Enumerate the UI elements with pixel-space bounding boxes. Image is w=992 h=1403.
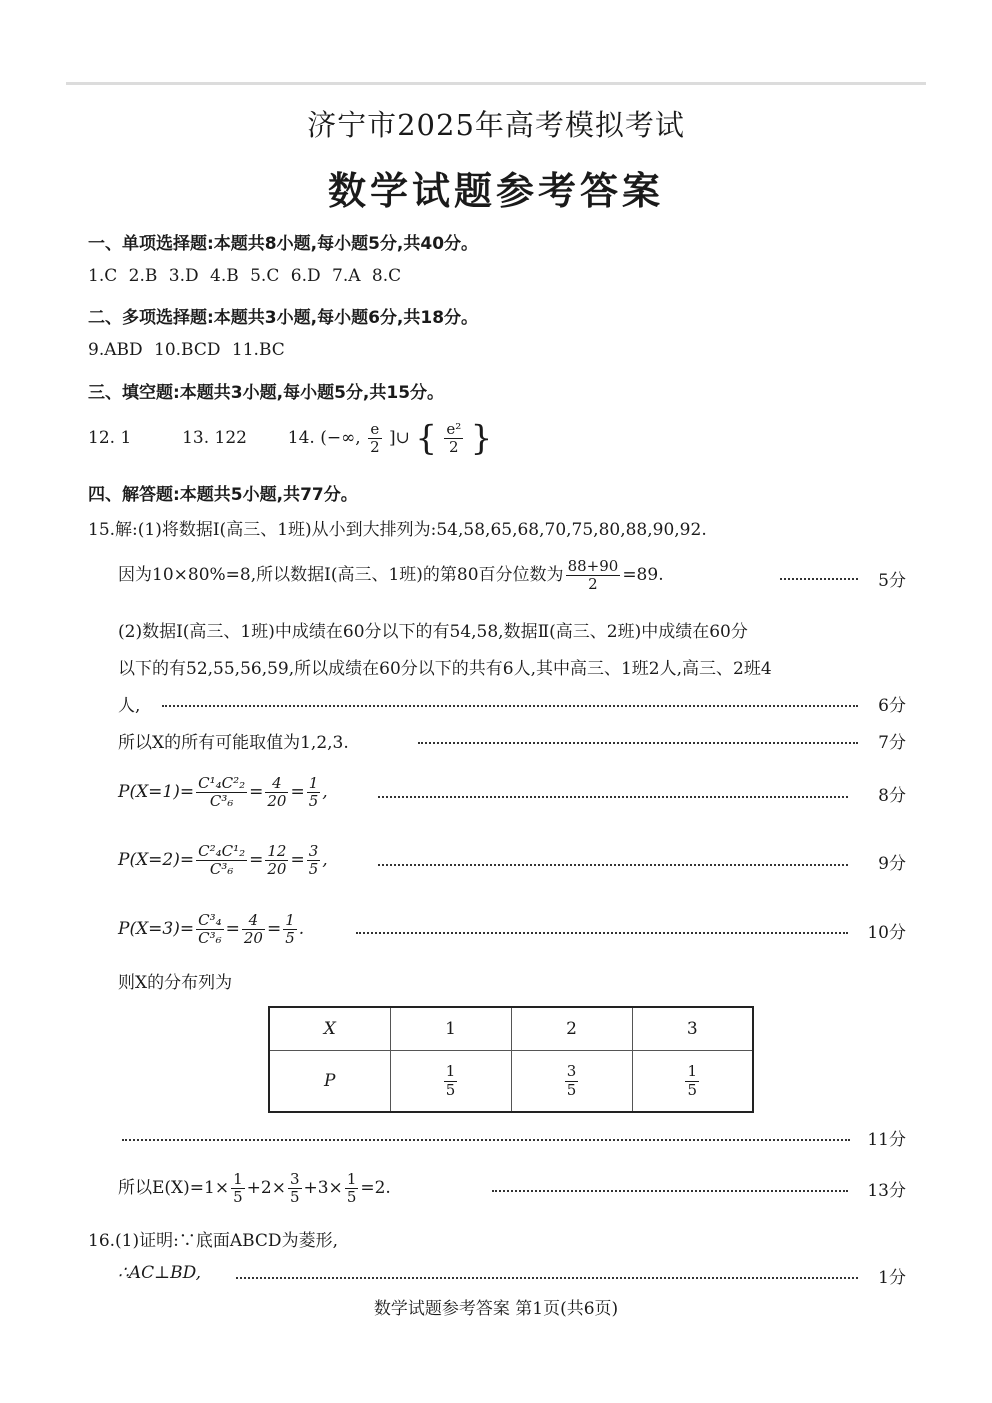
table-cell: $\frac{3}{5}$ xyxy=(511,1051,632,1113)
q16-line2: ∴AC⊥BD, xyxy=(118,1263,202,1283)
answer-13: 13. 122 xyxy=(182,428,247,448)
table-row xyxy=(269,1007,753,1051)
table-cell: 2 xyxy=(511,1007,632,1051)
score-5: 5分 xyxy=(878,571,906,591)
leader-dots xyxy=(162,705,858,707)
score-7: 7分 xyxy=(878,733,906,753)
leader-dots xyxy=(356,932,848,934)
answer-12: 12. 1 xyxy=(88,428,132,448)
leader-dots xyxy=(378,864,848,866)
score-10: 10分 xyxy=(867,923,906,943)
table-row xyxy=(269,1051,753,1113)
fraction-percentile: $\frac{88+90}{2}$ xyxy=(567,556,619,593)
exam-title: 济宁市2025年高考模拟考试 xyxy=(307,108,685,142)
score-8: 8分 xyxy=(878,786,906,806)
section3-answers xyxy=(88,416,492,460)
section3-heading: 三、填空题:本题共3小题,每小题5分,共15分。 xyxy=(88,383,445,403)
section2-answers: 9.ABD 10.BCD 11.BC xyxy=(88,340,285,360)
section4-heading: 四、解答题:本题共5小题,共77分。 xyxy=(88,485,358,505)
score-1: 1分 xyxy=(878,1268,906,1288)
score-11: 11分 xyxy=(867,1130,906,1150)
prob-x3: P(X=3)= $\frac{\text{C³₄}}{\text{C³₆}}$ = $\frac{4}{20}$ = $\frac{1}{5}$ . xyxy=(118,910,305,947)
table-cell: X xyxy=(269,1007,390,1051)
distribution-table xyxy=(268,1006,754,1113)
section2-heading: 二、多项选择题:本题共3小题,每小题6分,共18分。 xyxy=(88,308,479,328)
q15-line3: (2)数据Ⅰ(高三、1班)中成绩在60分以下的有54,58,数据Ⅱ(高三、2班)中成绩在60分 xyxy=(118,622,748,642)
q15-percentile-line: 因为10×80%=8,所以数据Ⅰ(高三、1班)的第80百分位数为 $\frac{88+90}{2}$ =89. xyxy=(118,556,664,593)
q15-line1: 15.解:(1)将数据Ⅰ(高三、1班)从小到大排列为:54,58,65,68,70,75,80,88,90,92. xyxy=(88,520,707,540)
score-13: 13分 xyxy=(867,1181,906,1201)
q15-line4: 以下的有52,55,56,59,所以成绩在60分以下的共有6人,其中高三、1班2人,高三、2班4 xyxy=(118,659,772,679)
page-footer: 数学试题参考答案 第1页(共6页) xyxy=(373,1299,619,1319)
section1-heading: 一、单项选择题:本题共8小题,每小题5分,共40分。 xyxy=(88,234,479,254)
leader-dots xyxy=(122,1139,850,1141)
answer-14: 14. (−∞, $\frac{e}{2}$ ]∪ { $\frac{\text{e²}}{2}$ } xyxy=(287,418,493,459)
table-cell: $\frac{1}{5}$ xyxy=(632,1051,753,1113)
score-9: 9分 xyxy=(878,854,906,874)
fraction-e-over-2: $\frac{e}{2}$ xyxy=(370,419,380,456)
q15-line6: 所以X的所有可能取值为1,2,3. xyxy=(118,733,349,753)
distribution-intro: 则X的分布列为 xyxy=(118,973,233,993)
leader-dots xyxy=(780,578,858,580)
table-cell: 3 xyxy=(632,1007,753,1051)
section1-answers: 1.C 2.B 3.D 4.B 5.C 6.D 7.A 8.C xyxy=(88,266,402,286)
q15-line5: 人, xyxy=(118,696,141,716)
expectation-line: 所以E(X)=1× $\frac{1}{5}$ +2× $\frac{3}{5}$ +3× $\frac{1}{5}$ =2. xyxy=(118,1169,391,1206)
prob-x1: P(X=1)= $\frac{\text{C¹₄C²₂}}{\text{C³₆}}$ = $\frac{4}{20}$ = $\frac{1}{5}$ , xyxy=(118,773,328,810)
prob-x2: P(X=2)= $\frac{\text{C²₄C¹₂}}{\text{C³₆}}$ = $\frac{12}{20}$ = $\frac{3}{5}$ , xyxy=(118,841,328,878)
table-cell: 1 xyxy=(390,1007,511,1051)
fraction-e2-over-2: $\frac{\text{e²}}{2}$ xyxy=(446,419,462,456)
leader-dots xyxy=(378,796,848,798)
leader-dots xyxy=(418,742,858,744)
answer-key-title: 数学试题参考答案 xyxy=(327,169,664,213)
table-cell: $\frac{1}{5}$ xyxy=(390,1051,511,1113)
leader-dots xyxy=(492,1190,848,1192)
score-6: 6分 xyxy=(878,696,906,716)
q16-line1: 16.(1)证明:∵底面ABCD为菱形, xyxy=(88,1231,338,1251)
table-cell: P xyxy=(269,1051,390,1113)
top-rule xyxy=(66,82,926,85)
leader-dots xyxy=(236,1277,858,1279)
